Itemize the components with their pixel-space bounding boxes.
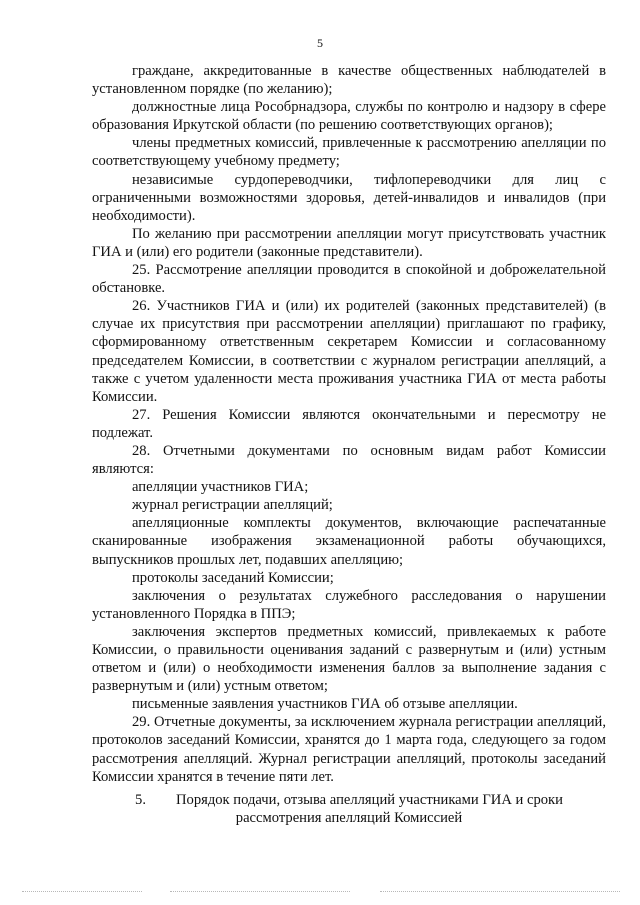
paragraph-item-26: 26. Участников ГИА и (или) их родителей (законных представителей) (в случае их присутствия при рассмотрении апелляции) приглашают по графику, сформированному ответственным секретарем Комиссии и согласованному председателем Комиссии, в соответствии с журналом регистрации апелляций, а также с учетом удаленности места проживания участника ГИА от места работы Комиссии. — [92, 298, 606, 405]
paragraph-participants-presence: По желанию при рассмотрении апелляции могут присутствовать участник ГИА и (или) его родители (законные представители). — [92, 225, 606, 260]
section-heading — [92, 791, 606, 827]
list-item-appeal-kits: апелляционные комплекты документов, включающие распечатанные сканированные изображения экзаменационной работы обучающихся, выпускников прошлых лет, подавших апелляцию; — [92, 515, 606, 568]
paragraph-commission-members: члены предметных комиссий, привлеченные к рассмотрению апелляции по соответствующему учебному предмету; — [92, 135, 606, 170]
list-item-appeals: апелляции участников ГИА; — [132, 479, 309, 496]
list-item-withdrawal-statements: письменные заявления участников ГИА об отзыве апелляции. — [132, 696, 518, 713]
paragraph-interpreters: независимые сурдопереводчики, тифлопереводчики для лиц с ограниченными возможностями здоровья, детей-инвалидов и инвалидов (при необходимости). — [92, 171, 606, 224]
footer-divider — [170, 891, 350, 892]
footer-divider — [22, 891, 142, 892]
paragraph-item-27: 27. Решения Комиссии являются окончательными и пересмотру не подлежат. — [92, 406, 606, 441]
list-item-expert-conclusions: заключения экспертов предметных комиссий, привлекаемых к работе Комиссии, о правильности оценивания заданий с развернутым и (или) устным ответом и (или) о необходимости изменения баллов за выполнение задания с развернутым и (или) устным ответом; — [92, 623, 606, 695]
section-number: 5. — [135, 792, 146, 808]
list-item-investigation: заключения о результатах служебного расследования о нарушении установленного Порядка в ППЭ; — [92, 587, 606, 622]
paragraph-officials: должностные лица Рособрнадзора, службы по контролю и надзору в сфере образования Иркутской области (по решению соответствующих органов); — [92, 99, 606, 134]
paragraph-item-29: 29. Отчетные документы, за исключением журнала регистрации апелляций, протоколов заседаний Комиссии, хранятся до 1 марта года, следующего за годом рассмотрения апелляций. Журнал регистрации апелляций, протоколы заседаний Комиссии хранятся в течение пяти лет. — [92, 714, 606, 785]
footer-divider — [380, 891, 620, 892]
list-item-journal: журнал регистрации апелляций; — [132, 497, 333, 514]
paragraph-item-28: 28. Отчетными документами по основным видам работ Комиссии являются: — [92, 442, 606, 478]
list-item-protocols: протоколы заседаний Комиссии; — [132, 569, 334, 586]
section-title: Порядок подачи, отзыва апелляций участниками ГИА и сроки рассмотрения апелляций Комиссией — [175, 792, 563, 826]
page-number: 5 — [317, 36, 323, 50]
document-body — [92, 62, 606, 786]
paragraph-observers: граждане, аккредитованные в качестве общественных наблюдателей в установленном порядке (по желанию); — [92, 63, 606, 98]
paragraph-item-25: 25. Рассмотрение апелляции проводится в спокойной и доброжелательной обстановке. — [92, 262, 606, 297]
